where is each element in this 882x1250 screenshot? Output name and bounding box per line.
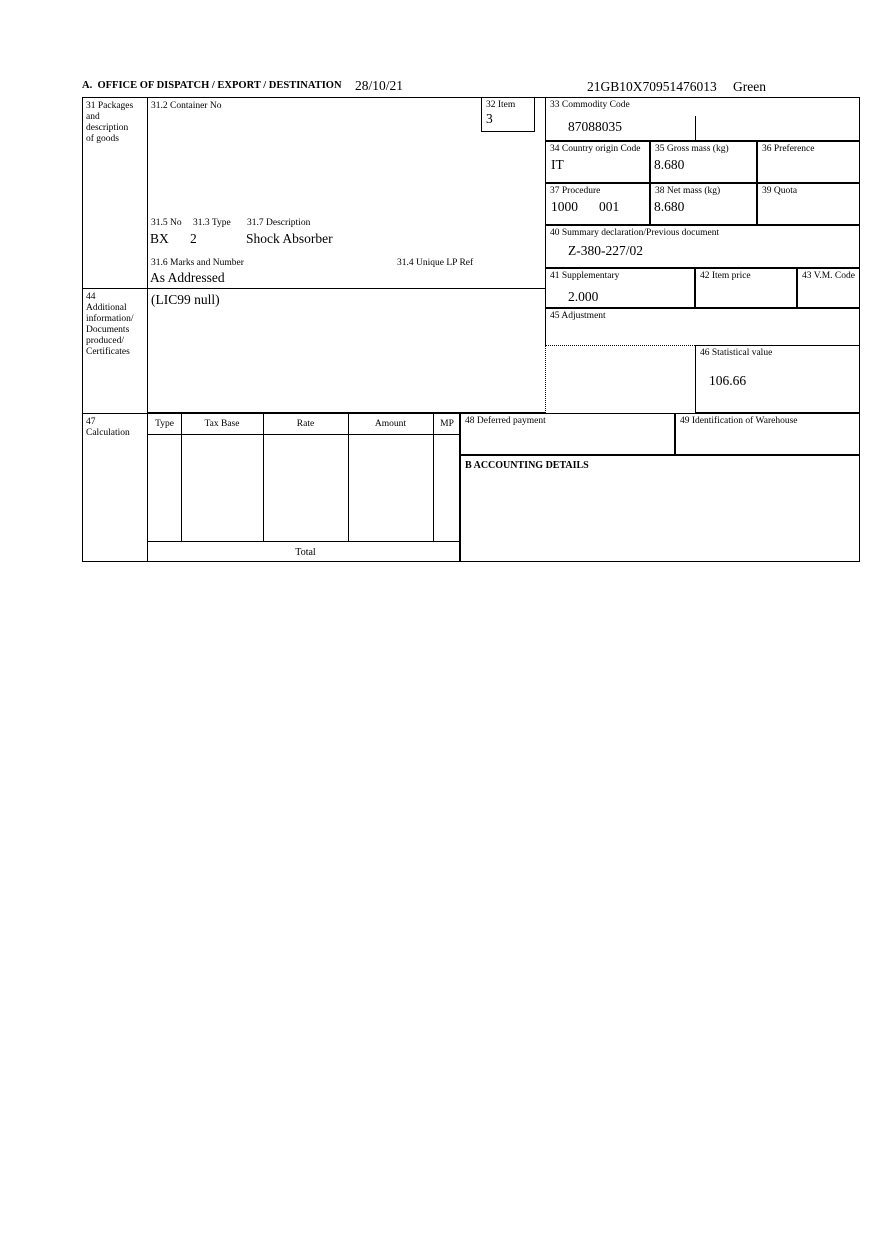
box-31-3-label: 31.3 Type [193,218,231,228]
box-31-label-line: 31 Packages [86,101,134,111]
box-44-additional-information [147,288,545,413]
box-33-commodity-code [545,97,860,141]
box-45-label: 45 Adjustment [550,311,606,321]
commodity-code-divider [695,116,696,141]
box-34-label: 34 Country origin Code [550,144,641,154]
box-36-label: 36 Preference [762,144,815,154]
box-31-7-value: Shock Absorber [246,231,333,246]
calc-header-tax-base: Tax Base [204,419,240,429]
box-48-deferred-payment [460,413,675,455]
box-44-label-line: information/ [86,314,134,324]
calc-header-underline [148,434,461,435]
calc-header-mp: MP [440,419,454,429]
box-47-label-line: Calculation [86,428,130,438]
box-41-supplementary [545,268,695,308]
box-32-label: 32 Item [486,100,516,110]
box-34-value: IT [551,157,564,172]
box-44-label-line: Additional [86,303,127,313]
box-31-5-label: 31.5 No [151,218,182,228]
box-43-label: 43 V.M. Code [802,271,855,281]
box-47-label [86,417,130,439]
box-31-label-line: and [86,112,100,122]
office-of-dispatch-header: A. OFFICE OF DISPATCH / EXPORT / DESTINATION [82,80,342,91]
calc-total-divider [148,541,461,542]
box-40-label: 40 Summary declaration/Previous document [550,228,720,238]
box-40-value: Z-380-227/02 [568,243,643,258]
box-46-statistical-value [695,345,860,413]
box-44-label-line: 44 [86,292,96,302]
calc-total-label: Total [295,547,316,558]
calc-header-type: Type [155,419,174,429]
box-35-value: 8.680 [654,157,685,172]
box-31-4-label: 31.4 Unique LP Ref [397,258,474,268]
box-46-label: 46 Statistical value [700,348,773,358]
box-40-summary-declaration [545,225,860,268]
routing-status: Green [733,79,766,94]
box-37-value-2: 001 [599,199,620,214]
box-37-label: 37 Procedure [550,186,601,196]
box-31-6-label: 31.6 Marks and Number [151,258,244,268]
box-38-label: 38 Net mass (kg) [655,186,721,196]
box-31-label [86,101,133,145]
box-33-value: 87088035 [568,119,622,134]
box-41-value: 2.000 [568,289,599,304]
box-41-label: 41 Supplementary [550,271,620,281]
calc-header-amount: Amount [374,419,407,429]
box-38-value: 8.680 [654,199,685,214]
box-37-procedure [545,183,650,225]
box-31-label-line: description [86,123,129,133]
box-42-label: 42 Item price [700,271,751,281]
accounting-details-section [460,455,860,562]
calc-column-line [263,414,264,541]
box-44-label-line: produced/ [86,336,124,346]
box-37-value-1: 1000 [551,199,578,214]
box-47-overflow-dotted-region [545,345,695,413]
box-35-gross-mass [650,141,757,183]
box-44-label-line: Documents [86,325,130,335]
box-33-label: 33 Commodity Code [550,100,630,110]
box-35-label: 35 Gross mass (kg) [655,144,729,154]
calculation-table [147,413,460,562]
box-39-quota [757,183,860,225]
box-42-item-price [695,268,797,308]
box-44-label [86,292,134,358]
box-43-vm-code [797,268,860,308]
box-39-label: 39 Quota [762,186,798,196]
box-38-net-mass [650,183,757,225]
accounting-details-label: B ACCOUNTING DETAILS [465,460,589,471]
box-31-2-label: 31.2 Container No [151,101,222,111]
box-45-adjustment [545,308,860,345]
box-48-label: 48 Deferred payment [465,416,546,426]
box-46-value: 106.66 [709,373,747,388]
box-31-label-line: of goods [86,134,119,144]
box-49-warehouse-identification [675,413,860,455]
box-31-6-value: As Addressed [150,270,225,285]
box-31-7-label: 31.7 Description [247,218,311,228]
box-49-label: 49 Identification of Warehouse [680,416,798,426]
calc-column-line [181,414,182,541]
box-31-5-value: BX [150,231,169,246]
box-32-item [481,97,535,132]
box-44-label-line: Certificates [86,347,130,357]
box-34-country-origin [545,141,650,183]
calc-header-rate: Rate [296,419,315,429]
calc-column-line [348,414,349,541]
box-31-3-value: 2 [190,231,197,246]
box-47-label-line: 47 [86,417,96,427]
box-32-value: 3 [486,111,493,126]
movement-reference-number: 21GB10X70951476013 [587,79,717,94]
declaration-date: 28/10/21 [355,78,404,93]
box-36-preference [757,141,860,183]
box-44-value: (LIC99 null) [151,292,220,307]
calc-column-line [433,414,434,541]
